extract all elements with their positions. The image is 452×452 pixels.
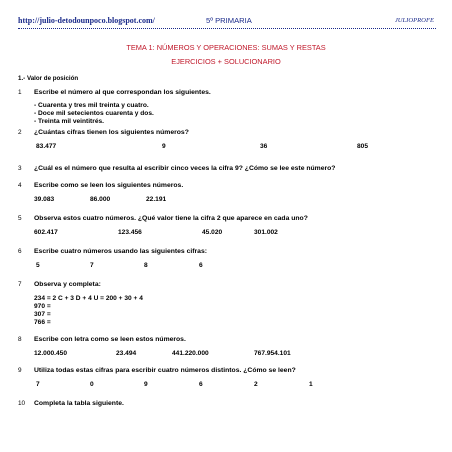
q6-digit: 5 <box>36 262 40 269</box>
q6-digit: 6 <box>199 262 203 269</box>
blog-url[interactable]: http://julio-detodounpoco.blogspot.com/ <box>18 16 155 25</box>
q4-number: 22.191 <box>146 196 167 203</box>
question-number: 9 <box>18 367 22 374</box>
question-text: Escribe como se leen los siguientes números. <box>34 182 184 189</box>
question-number: 7 <box>18 281 22 288</box>
q4-number: 86.000 <box>90 196 111 203</box>
q8-number: 12.000.450 <box>34 350 68 357</box>
q5-number: 123.456 <box>118 229 142 236</box>
q8-number: 23.494 <box>116 350 137 357</box>
question-number: 4 <box>18 182 22 189</box>
question-number: 6 <box>18 248 22 255</box>
q7-line: 970 = <box>34 303 51 310</box>
q7-line: 307 = <box>34 311 51 318</box>
page-subtitle: EJERCICIOS + SOLUCIONARIO <box>171 57 281 66</box>
page-title: TEMA 1: NÚMEROS Y OPERACIONES: SUMAS Y RESTAS <box>126 43 326 52</box>
q6-digit: 8 <box>144 262 148 269</box>
section-heading: 1.- Valor de posición <box>18 75 79 82</box>
q8-number: 767.954.101 <box>254 350 291 357</box>
q7-line: 234 = 2 C + 3 D + 4 U = 200 + 30 + 4 <box>34 295 143 302</box>
author-label: JULIOPROFE <box>394 17 434 24</box>
q6-digit: 7 <box>90 262 94 269</box>
q2-number: 805 <box>357 143 369 150</box>
question-text: Escribe cuatro números usando las siguientes cifras: <box>34 248 207 255</box>
question-number: 2 <box>18 129 22 136</box>
q1-item: - Doce mil setecientos cuarenta y dos. <box>34 110 154 117</box>
q5-number: 301.002 <box>254 229 278 236</box>
question-text: Escribe con letra como se leen estos números. <box>34 336 186 343</box>
header-divider <box>18 28 436 29</box>
question-text: Completa la tabla siguiente. <box>34 400 124 407</box>
q5-number: 45.020 <box>202 229 223 236</box>
q9-digit: 0 <box>90 381 94 388</box>
question-text: ¿Cuál es el número que resulta al escribir cinco veces la cifra 9? ¿Cómo se lee este número? <box>34 165 336 172</box>
question-number: 3 <box>18 165 22 172</box>
q2-number: 83.477 <box>36 143 57 150</box>
question-text: Observa y completa: <box>34 281 101 288</box>
q8-number: 441.220.000 <box>172 350 209 357</box>
q9-digit: 2 <box>254 381 258 388</box>
q9-digit: 9 <box>144 381 148 388</box>
question-number: 10 <box>18 400 26 407</box>
q7-line: 766 = <box>34 319 51 326</box>
q1-item: - Treinta mil veintitrés. <box>34 118 104 125</box>
q2-number: 9 <box>162 143 166 150</box>
q1-item: - Cuarenta y tres mil treinta y cuatro. <box>34 102 149 109</box>
question-text: ¿Cuántas cifras tienen los siguientes números? <box>34 129 189 136</box>
question-text: Escribe el número al que correspondan los siguientes. <box>34 89 211 96</box>
page-header <box>18 14 436 28</box>
q2-number: 36 <box>260 143 268 150</box>
question-number: 5 <box>18 215 22 222</box>
q9-digit: 7 <box>36 381 40 388</box>
question-text: Utiliza todas estas cifras para escribir cuatro números distintos. ¿Cómo se leen? <box>34 367 296 374</box>
q9-digit: 1 <box>309 381 313 388</box>
question-text: Observa estos cuatro números. ¿Qué valor tiene la cifra 2 que aparece en cada uno? <box>34 215 308 222</box>
q9-digit: 6 <box>199 381 203 388</box>
q5-number: 602.417 <box>34 229 58 236</box>
q4-number: 39.083 <box>34 196 55 203</box>
grade-label: 5º PRIMARIA <box>206 16 252 25</box>
question-number: 1 <box>18 89 22 96</box>
question-number: 8 <box>18 336 22 343</box>
